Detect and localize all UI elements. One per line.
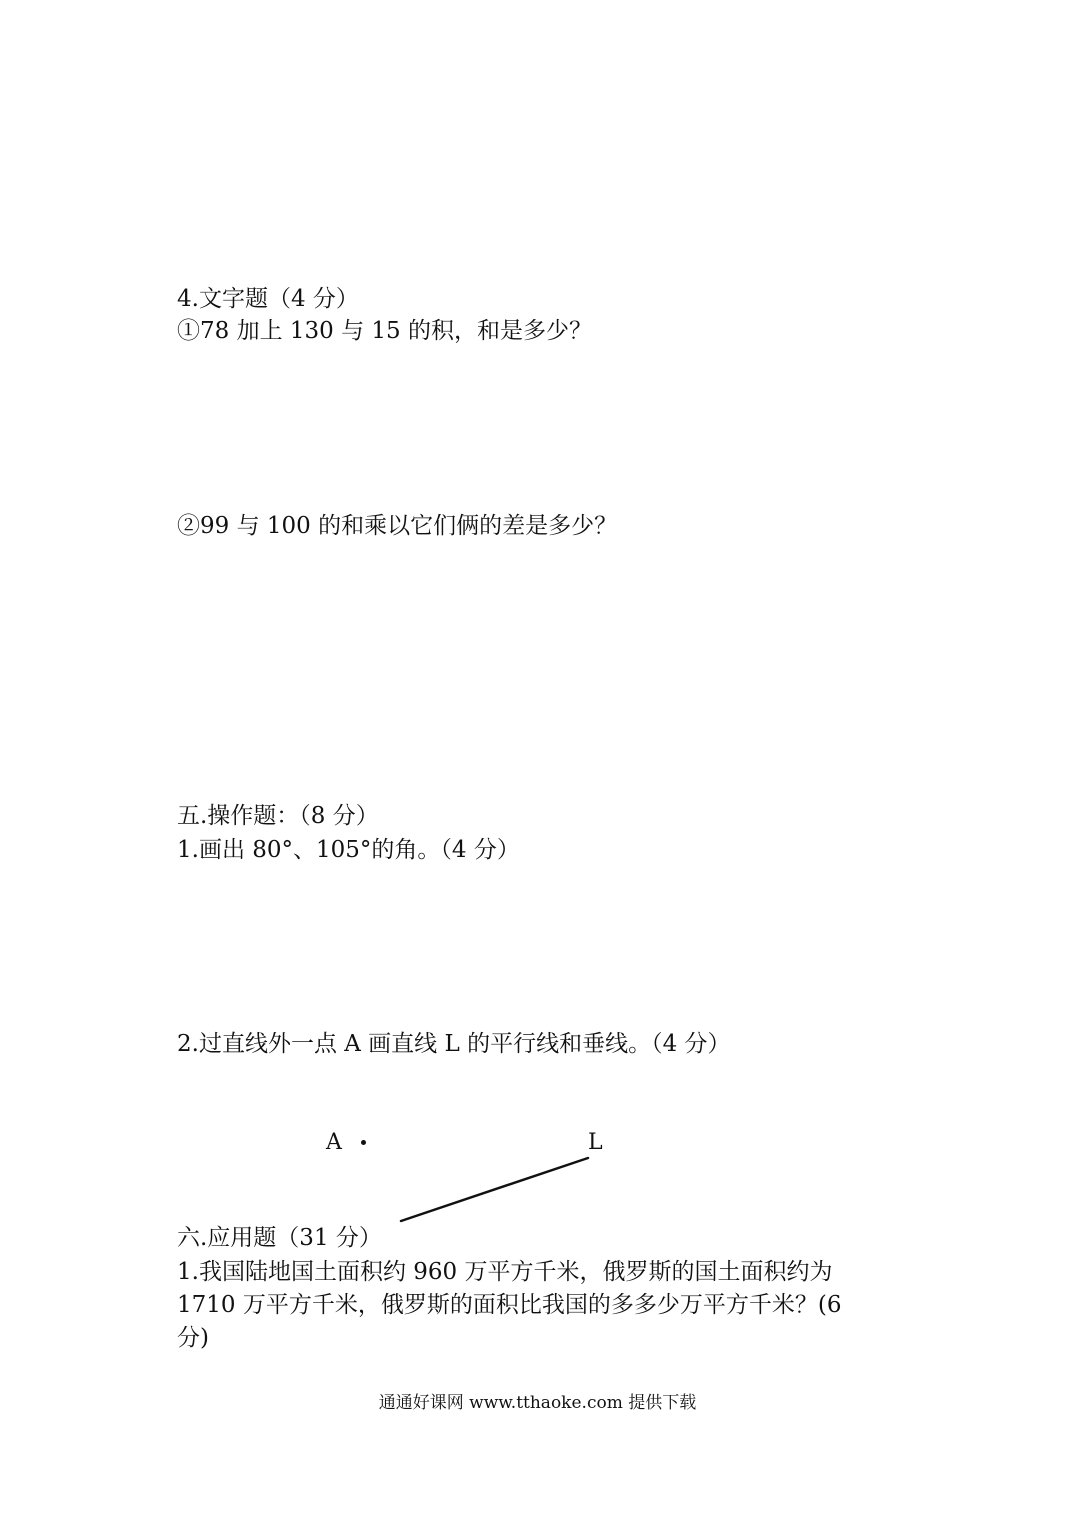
question-5-1: 1.画出 80°、105°的角。（4 分）: [177, 837, 520, 863]
question-6-1-line-2: 1710 万平方千米，俄罗斯的面积比我国的多多少万平方千米？(6: [177, 1292, 842, 1318]
point-a-dot: [361, 1140, 366, 1145]
question-6-1: [177, 1256, 907, 1355]
page-footer: 通通好课网 www.tthaoke.com 提供下载: [378, 1393, 697, 1413]
section-6-title: 六.应用题（31 分）: [177, 1225, 382, 1251]
question-4-2: ②99 与 100 的和乘以它们俩的差是多少？: [177, 513, 618, 539]
question-6-1-line-3: 分): [177, 1325, 209, 1351]
question-6-1-line-1: 1.我国陆地国土面积约 960 万平方千米，俄罗斯的国土面积约为: [177, 1259, 833, 1285]
line-l-label: L: [588, 1130, 603, 1155]
line-l: [390, 1150, 600, 1230]
question-5-2: 2.过直线外一点 A 画直线 L 的平行线和垂线。（4 分）: [177, 1031, 731, 1057]
point-a-label: A: [326, 1130, 342, 1155]
section-5-title: 五.操作题：（8 分）: [177, 803, 379, 829]
question-4-1: ①78 加上 130 与 15 的积，和是多少？: [177, 318, 592, 344]
section-4-title: 4.文字题（4 分）: [177, 286, 359, 312]
